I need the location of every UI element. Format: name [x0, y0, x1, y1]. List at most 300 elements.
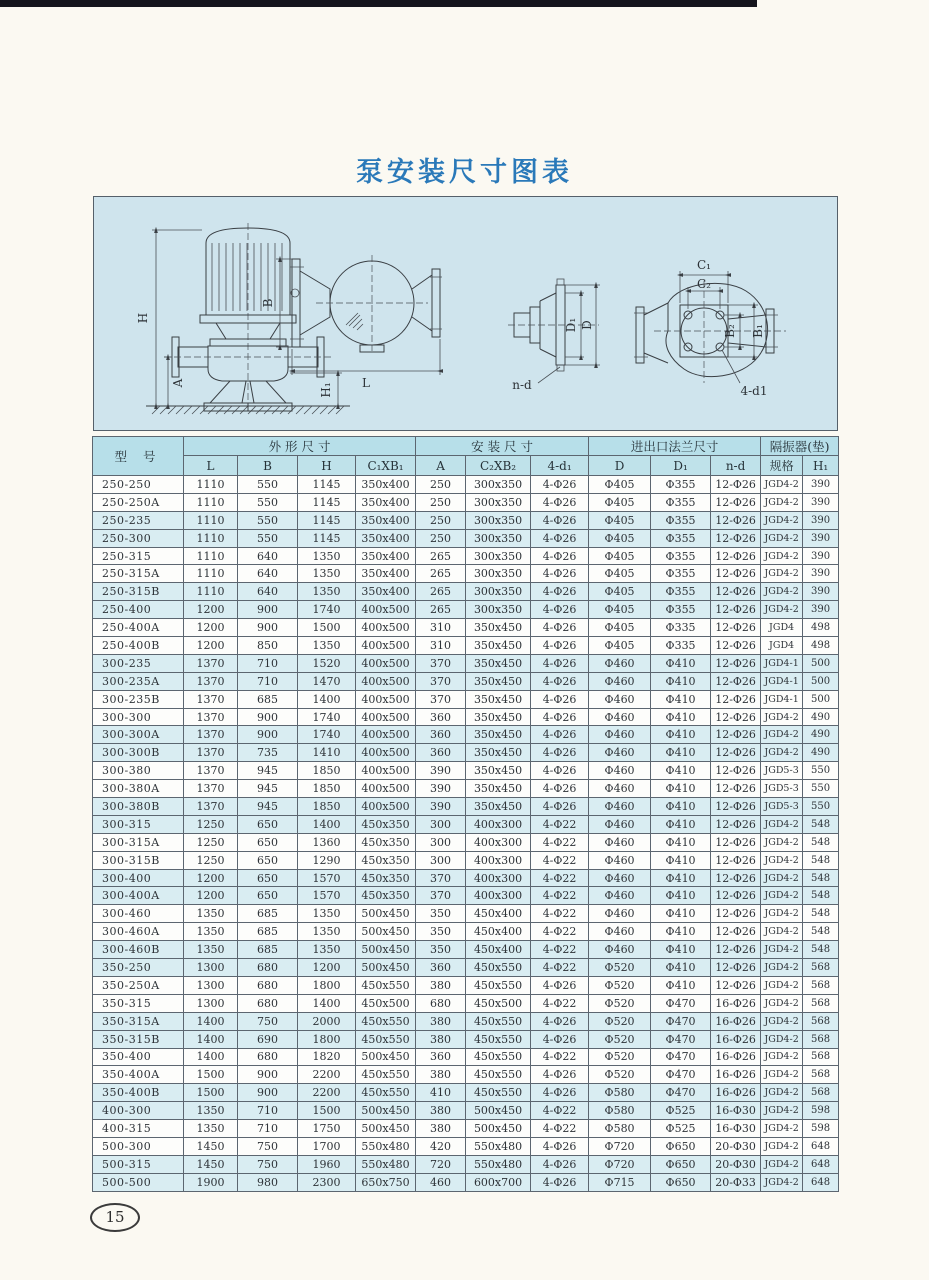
value-cell: Φ520 — [589, 1030, 651, 1048]
value-cell: 16-Φ26 — [711, 1048, 761, 1066]
col-header-H1: H₁ — [803, 456, 839, 476]
value-cell: 680 — [238, 994, 298, 1012]
model-cell: 350-315 — [93, 994, 184, 1012]
dim-label-c2: C₂ — [697, 277, 711, 291]
value-cell: 640 — [238, 583, 298, 601]
value-cell: 16-Φ26 — [711, 994, 761, 1012]
value-cell: 450x350 — [356, 833, 416, 851]
dim-label-b: B — [261, 298, 275, 308]
value-cell: Φ405 — [589, 529, 651, 547]
dim-label-h1: H₁ — [319, 382, 333, 398]
value-cell: 300x350 — [466, 529, 531, 547]
value-cell: 310 — [416, 619, 466, 637]
pump-front-view — [136, 223, 350, 414]
value-cell: 680 — [238, 1048, 298, 1066]
model-cell: 250-250A — [93, 493, 184, 511]
value-cell: 4-Φ26 — [531, 493, 589, 511]
col-header-D: D — [589, 456, 651, 476]
value-cell: 1370 — [184, 744, 238, 762]
value-cell: 900 — [238, 601, 298, 619]
value-cell: 350x450 — [466, 637, 531, 655]
value-cell: JGD4-2 — [761, 1155, 803, 1173]
value-cell: 1400 — [298, 994, 356, 1012]
table-row — [93, 601, 839, 619]
model-cell: 250-400 — [93, 601, 184, 619]
value-cell: 1300 — [184, 959, 238, 977]
value-cell: 1350 — [298, 565, 356, 583]
value-cell: 650x750 — [356, 1173, 416, 1191]
model-cell: 300-235 — [93, 654, 184, 672]
model-cell: 300-380 — [93, 762, 184, 780]
value-cell: Φ410 — [651, 851, 711, 869]
value-cell: JGD4-2 — [761, 994, 803, 1012]
value-cell: 1290 — [298, 851, 356, 869]
value-cell: 400x300 — [466, 833, 531, 851]
table-row — [93, 565, 839, 583]
value-cell: 300x350 — [466, 547, 531, 565]
value-cell: 4-Φ26 — [531, 1066, 589, 1084]
value-cell: Φ405 — [589, 565, 651, 583]
value-cell: 735 — [238, 744, 298, 762]
value-cell: 1110 — [184, 583, 238, 601]
value-cell: 390 — [803, 565, 839, 583]
value-cell: Φ410 — [651, 780, 711, 798]
value-cell: Φ460 — [589, 672, 651, 690]
value-cell: 450x400 — [466, 905, 531, 923]
model-cell: 300-315B — [93, 851, 184, 869]
value-cell: Φ460 — [589, 654, 651, 672]
value-cell: 1900 — [184, 1173, 238, 1191]
value-cell: 12-Φ26 — [711, 708, 761, 726]
value-cell: 1500 — [298, 619, 356, 637]
value-cell: 300 — [416, 851, 466, 869]
model-cell: 300-460A — [93, 923, 184, 941]
value-cell: 1800 — [298, 976, 356, 994]
col-header-L: L — [184, 456, 238, 476]
value-cell: 710 — [238, 1120, 298, 1138]
value-cell: 390 — [803, 529, 839, 547]
value-cell: 380 — [416, 1120, 466, 1138]
value-cell: 4-Φ22 — [531, 1120, 589, 1138]
model-column-header: 型 号 — [93, 437, 184, 476]
table-row — [93, 887, 839, 905]
value-cell: JGD4-2 — [761, 941, 803, 959]
col-header-B: B — [238, 456, 298, 476]
value-cell: 4-Φ26 — [531, 1155, 589, 1173]
value-cell: 1350 — [298, 941, 356, 959]
value-cell: 1145 — [298, 476, 356, 494]
value-cell: 4-Φ26 — [531, 672, 589, 690]
value-cell: JGD4-2 — [761, 476, 803, 494]
value-cell: 370 — [416, 672, 466, 690]
value-cell: Φ650 — [651, 1155, 711, 1173]
value-cell: 16-Φ26 — [711, 1066, 761, 1084]
value-cell: 350x450 — [466, 798, 531, 816]
value-cell: Φ460 — [589, 923, 651, 941]
value-cell: Φ405 — [589, 493, 651, 511]
value-cell: 20-Φ30 — [711, 1155, 761, 1173]
value-cell: 380 — [416, 976, 466, 994]
model-cell: 250-315B — [93, 583, 184, 601]
value-cell: 350x400 — [356, 493, 416, 511]
value-cell: 1850 — [298, 798, 356, 816]
value-cell: 1110 — [184, 529, 238, 547]
table-row — [93, 654, 839, 672]
value-cell: 1400 — [184, 1048, 238, 1066]
value-cell: 12-Φ26 — [711, 815, 761, 833]
value-cell: 12-Φ26 — [711, 780, 761, 798]
value-cell: 900 — [238, 708, 298, 726]
value-cell: Φ470 — [651, 1066, 711, 1084]
group-header-isolator: 隔振器(垫) — [761, 437, 839, 456]
value-cell: 4-Φ26 — [531, 476, 589, 494]
value-cell: 300x350 — [466, 583, 531, 601]
value-cell: 12-Φ26 — [711, 690, 761, 708]
value-cell: 550x480 — [356, 1137, 416, 1155]
value-cell: Φ720 — [589, 1155, 651, 1173]
value-cell: 350x450 — [466, 744, 531, 762]
value-cell: 12-Φ26 — [711, 959, 761, 977]
col-header-H: H — [298, 456, 356, 476]
value-cell: 350x450 — [466, 708, 531, 726]
value-cell: 1400 — [184, 1012, 238, 1030]
value-cell: Φ580 — [589, 1102, 651, 1120]
value-cell: JGD4-1 — [761, 690, 803, 708]
value-cell: 450x550 — [356, 1012, 416, 1030]
value-cell: 945 — [238, 798, 298, 816]
value-cell: 1200 — [184, 887, 238, 905]
value-cell: JGD4-2 — [761, 529, 803, 547]
value-cell: 1740 — [298, 601, 356, 619]
value-cell: Φ460 — [589, 744, 651, 762]
value-cell: 12-Φ26 — [711, 976, 761, 994]
value-cell: 12-Φ26 — [711, 583, 761, 601]
value-cell: 4-Φ22 — [531, 851, 589, 869]
value-cell: JGD4-2 — [761, 1120, 803, 1138]
value-cell: 568 — [803, 994, 839, 1012]
value-cell: 390 — [803, 601, 839, 619]
table-row — [93, 994, 839, 1012]
value-cell: 1370 — [184, 798, 238, 816]
value-cell: 360 — [416, 959, 466, 977]
value-cell: 850 — [238, 637, 298, 655]
value-cell: 498 — [803, 637, 839, 655]
value-cell: 16-Φ30 — [711, 1120, 761, 1138]
value-cell: 350x450 — [466, 690, 531, 708]
table-row — [93, 744, 839, 762]
value-cell: Φ460 — [589, 869, 651, 887]
value-cell: 350x450 — [466, 762, 531, 780]
value-cell: 250 — [416, 476, 466, 494]
dim-label-a: A — [171, 378, 185, 388]
value-cell: 1570 — [298, 869, 356, 887]
value-cell: 4-Φ26 — [531, 637, 589, 655]
value-cell: 390 — [416, 762, 466, 780]
col-header-spec: 规格 — [761, 456, 803, 476]
value-cell: 400x500 — [356, 708, 416, 726]
value-cell: 1350 — [298, 637, 356, 655]
value-cell: 720 — [416, 1155, 466, 1173]
value-cell: 750 — [238, 1137, 298, 1155]
value-cell: 380 — [416, 1012, 466, 1030]
value-cell: 568 — [803, 1084, 839, 1102]
value-cell: 4-Φ26 — [531, 744, 589, 762]
value-cell: 450x500 — [356, 994, 416, 1012]
model-cell: 300-315 — [93, 815, 184, 833]
value-cell: 4-Φ22 — [531, 1048, 589, 1066]
model-cell: 250-315A — [93, 565, 184, 583]
value-cell: 360 — [416, 708, 466, 726]
value-cell: 548 — [803, 887, 839, 905]
value-cell: 900 — [238, 1084, 298, 1102]
table-row — [93, 905, 839, 923]
value-cell: 420 — [416, 1137, 466, 1155]
pump-dimension-table — [92, 436, 838, 1192]
table-row — [93, 976, 839, 994]
value-cell: JGD4-2 — [761, 869, 803, 887]
value-cell: 390 — [803, 493, 839, 511]
value-cell: 350 — [416, 923, 466, 941]
table-row — [93, 708, 839, 726]
value-cell: Φ410 — [651, 833, 711, 851]
table-row — [93, 1030, 839, 1048]
value-cell: 12-Φ26 — [711, 654, 761, 672]
value-cell: JGD4-2 — [761, 833, 803, 851]
value-cell: 4-Φ26 — [531, 583, 589, 601]
value-cell: 16-Φ26 — [711, 1012, 761, 1030]
value-cell: 360 — [416, 744, 466, 762]
value-cell: Φ355 — [651, 476, 711, 494]
value-cell: 490 — [803, 726, 839, 744]
value-cell: Φ410 — [651, 762, 711, 780]
value-cell: 300x350 — [466, 511, 531, 529]
table-row — [93, 1120, 839, 1138]
table-row — [93, 923, 839, 941]
value-cell: Φ525 — [651, 1102, 711, 1120]
value-cell: Φ410 — [651, 798, 711, 816]
value-cell: 500x450 — [356, 923, 416, 941]
value-cell: 500x450 — [356, 1120, 416, 1138]
dim-label-n-d: n-d — [512, 378, 532, 392]
value-cell: 1350 — [184, 923, 238, 941]
value-cell: 12-Φ26 — [711, 833, 761, 851]
value-cell: 4-Φ22 — [531, 1102, 589, 1120]
group-header-overall-dims: 外 形 尺 寸 — [184, 437, 416, 456]
value-cell: 1350 — [184, 941, 238, 959]
value-cell: 4-Φ22 — [531, 815, 589, 833]
value-cell: 498 — [803, 619, 839, 637]
value-cell: 500x450 — [356, 941, 416, 959]
value-cell: 1360 — [298, 833, 356, 851]
value-cell: 1400 — [298, 815, 356, 833]
value-cell: 400x500 — [356, 637, 416, 655]
value-cell: 380 — [416, 1102, 466, 1120]
value-cell: 370 — [416, 690, 466, 708]
value-cell: JGD4-2 — [761, 708, 803, 726]
value-cell: 450x350 — [356, 815, 416, 833]
value-cell: 4-Φ22 — [531, 941, 589, 959]
model-cell: 500-500 — [93, 1173, 184, 1191]
value-cell: 2000 — [298, 1012, 356, 1030]
value-cell: Φ470 — [651, 1084, 711, 1102]
value-cell: 1200 — [184, 601, 238, 619]
value-cell: 300 — [416, 833, 466, 851]
value-cell: 548 — [803, 833, 839, 851]
page-number: 15 — [90, 1203, 140, 1232]
value-cell: 350x450 — [466, 672, 531, 690]
value-cell: 4-Φ26 — [531, 976, 589, 994]
value-cell: 500 — [803, 654, 839, 672]
value-cell: Φ715 — [589, 1173, 651, 1191]
value-cell: 4-Φ26 — [531, 654, 589, 672]
value-cell: 4-Φ26 — [531, 1173, 589, 1191]
value-cell: 1145 — [298, 493, 356, 511]
value-cell: 1500 — [184, 1066, 238, 1084]
value-cell: Φ520 — [589, 1066, 651, 1084]
value-cell: Φ460 — [589, 690, 651, 708]
value-cell: JGD4-2 — [761, 851, 803, 869]
value-cell: Φ470 — [651, 1048, 711, 1066]
value-cell: 1250 — [184, 815, 238, 833]
model-cell: 250-235 — [93, 511, 184, 529]
value-cell: 4-Φ26 — [531, 1137, 589, 1155]
value-cell: 548 — [803, 815, 839, 833]
value-cell: 250 — [416, 529, 466, 547]
dim-label-d1: D₁ — [564, 317, 578, 333]
value-cell: JGD4-2 — [761, 583, 803, 601]
value-cell: 250 — [416, 493, 466, 511]
value-cell: 20-Φ33 — [711, 1173, 761, 1191]
model-cell: 350-250A — [93, 976, 184, 994]
value-cell: 680 — [238, 959, 298, 977]
value-cell: 450x550 — [466, 1012, 531, 1030]
value-cell: 1145 — [298, 511, 356, 529]
value-cell: 12-Φ26 — [711, 547, 761, 565]
value-cell: Φ580 — [589, 1120, 651, 1138]
value-cell: 4-Φ22 — [531, 994, 589, 1012]
model-cell: 400-315 — [93, 1120, 184, 1138]
model-cell: 500-315 — [93, 1155, 184, 1173]
col-header-n-d: n-d — [711, 456, 761, 476]
table-row — [93, 511, 839, 529]
value-cell: 400x300 — [466, 815, 531, 833]
value-cell: Φ460 — [589, 905, 651, 923]
model-cell: 500-300 — [93, 1137, 184, 1155]
col-header-D1: D₁ — [651, 456, 711, 476]
value-cell: 12-Φ26 — [711, 941, 761, 959]
value-cell: 265 — [416, 547, 466, 565]
value-cell: 12-Φ26 — [711, 726, 761, 744]
value-cell: 350x400 — [356, 547, 416, 565]
value-cell: 648 — [803, 1137, 839, 1155]
value-cell: 250 — [416, 511, 466, 529]
value-cell: 2200 — [298, 1066, 356, 1084]
value-cell: 500x450 — [466, 1102, 531, 1120]
value-cell: 1850 — [298, 780, 356, 798]
value-cell: Φ405 — [589, 637, 651, 655]
value-cell: 1400 — [184, 1030, 238, 1048]
value-cell: 1370 — [184, 672, 238, 690]
model-cell: 250-300 — [93, 529, 184, 547]
value-cell: Φ335 — [651, 619, 711, 637]
value-cell: 1410 — [298, 744, 356, 762]
value-cell: Φ410 — [651, 887, 711, 905]
value-cell: Φ525 — [651, 1120, 711, 1138]
value-cell: 4-Φ26 — [531, 547, 589, 565]
table-row — [93, 672, 839, 690]
model-cell: 300-460 — [93, 905, 184, 923]
value-cell: JGD4-2 — [761, 1012, 803, 1030]
value-cell: 400x500 — [356, 601, 416, 619]
value-cell: Φ520 — [589, 976, 651, 994]
value-cell: 680 — [238, 976, 298, 994]
value-cell: 300 — [416, 815, 466, 833]
value-cell: 12-Φ26 — [711, 672, 761, 690]
value-cell: 640 — [238, 547, 298, 565]
value-cell: Φ410 — [651, 690, 711, 708]
value-cell: 598 — [803, 1102, 839, 1120]
model-cell: 300-400A — [93, 887, 184, 905]
table-row — [93, 1173, 839, 1191]
value-cell: 350x400 — [356, 565, 416, 583]
value-cell: 690 — [238, 1030, 298, 1048]
value-cell: 1520 — [298, 654, 356, 672]
value-cell: 548 — [803, 923, 839, 941]
value-cell: 4-Φ22 — [531, 887, 589, 905]
model-cell: 350-400A — [93, 1066, 184, 1084]
value-cell: 598 — [803, 1120, 839, 1138]
value-cell: 1740 — [298, 708, 356, 726]
value-cell: 4-Φ26 — [531, 708, 589, 726]
value-cell: 500 — [803, 672, 839, 690]
model-cell: 300-380A — [93, 780, 184, 798]
value-cell: 12-Φ26 — [711, 511, 761, 529]
value-cell: Φ355 — [651, 565, 711, 583]
value-cell: 450x550 — [466, 959, 531, 977]
table-row — [93, 833, 839, 851]
value-cell: JGD4-1 — [761, 654, 803, 672]
value-cell: 1250 — [184, 833, 238, 851]
value-cell: 550x480 — [356, 1155, 416, 1173]
value-cell: 1740 — [298, 726, 356, 744]
value-cell: 12-Φ26 — [711, 493, 761, 511]
value-cell: 750 — [238, 1155, 298, 1173]
model-cell: 300-380B — [93, 798, 184, 816]
value-cell: 1750 — [298, 1120, 356, 1138]
value-cell: Φ460 — [589, 780, 651, 798]
value-cell: JGD4-2 — [761, 744, 803, 762]
value-cell: 350x450 — [466, 654, 531, 672]
value-cell: 1110 — [184, 547, 238, 565]
value-cell: Φ335 — [651, 637, 711, 655]
value-cell: 350x400 — [356, 583, 416, 601]
value-cell: JGD4-2 — [761, 511, 803, 529]
table-row — [93, 1137, 839, 1155]
page-title: 泵安装尺寸图表 — [356, 157, 573, 188]
col-header-C1XB1: C₁XB₁ — [356, 456, 416, 476]
value-cell: 1500 — [184, 1084, 238, 1102]
value-cell: 450x550 — [356, 976, 416, 994]
value-cell: 350 — [416, 941, 466, 959]
value-cell: 12-Φ26 — [711, 619, 761, 637]
value-cell: Φ650 — [651, 1137, 711, 1155]
pump-table-body — [93, 476, 839, 1192]
model-cell: 350-315A — [93, 1012, 184, 1030]
dim-label-b2: B₂ — [723, 324, 737, 338]
value-cell: 300x350 — [466, 601, 531, 619]
value-cell: Φ405 — [589, 476, 651, 494]
value-cell: JGD4-2 — [761, 1173, 803, 1191]
